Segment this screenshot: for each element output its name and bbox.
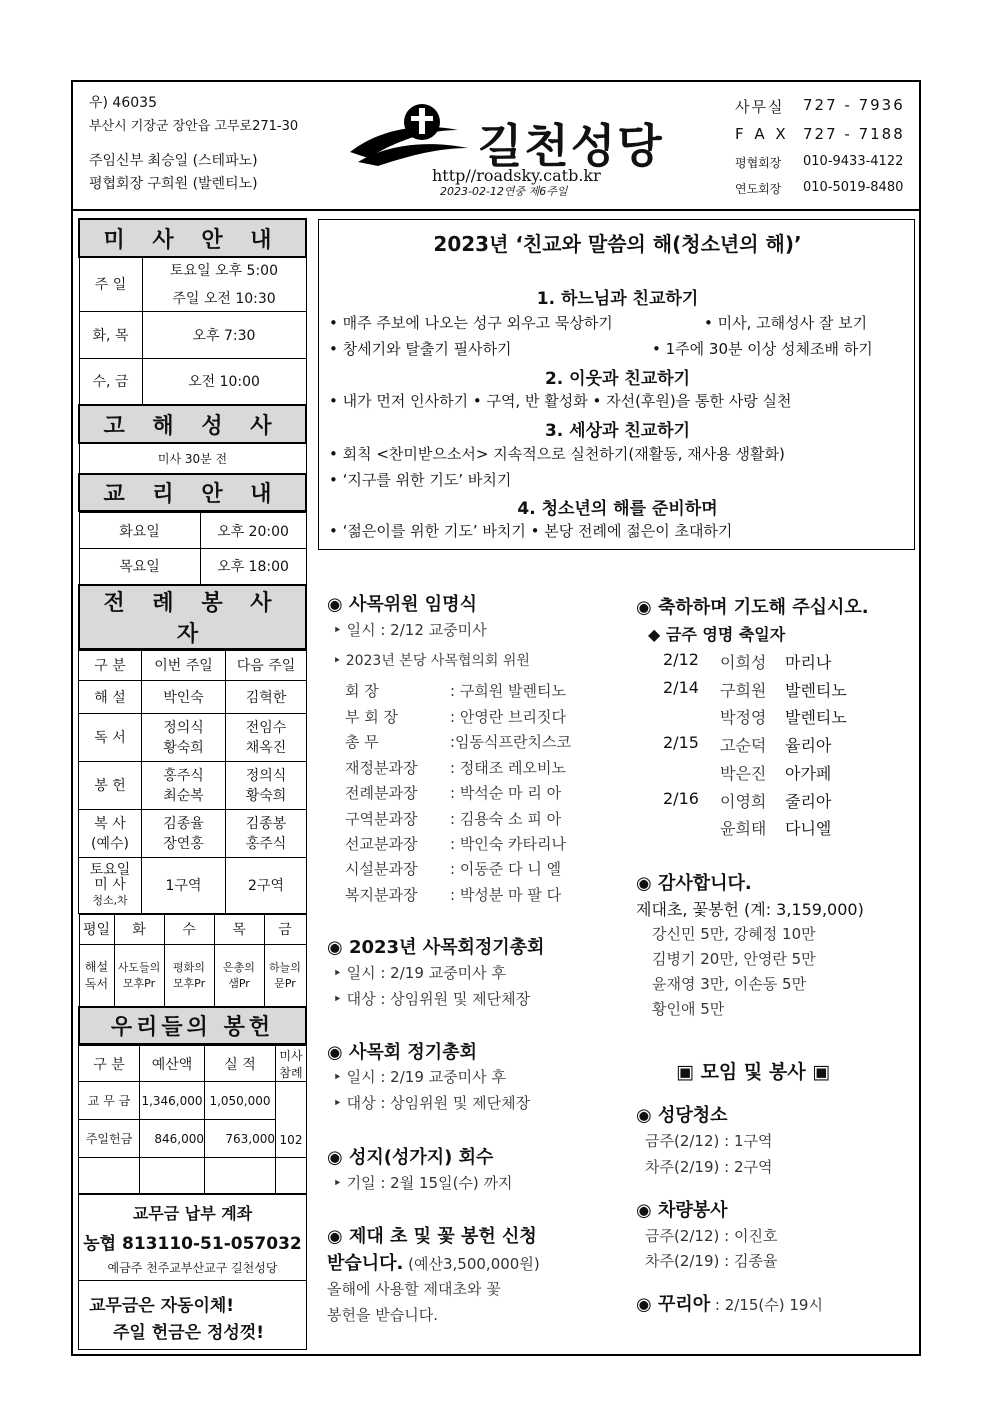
feast-name: 이영희 — [720, 792, 767, 811]
youth-phone: 010-5019-8480 — [803, 180, 904, 195]
weekday-cell: 모후Pr — [122, 977, 156, 991]
feast-name: 구희원 — [720, 681, 767, 700]
account-holder: 예금주 천주교부산교구 길천성당 — [107, 1261, 278, 1275]
candle-desc: 올해에 사용할 제대초와 꽃 — [327, 1280, 501, 1298]
cleaning-line: 차주(2/19) : 2구역 — [645, 1158, 773, 1176]
sat-label-2: 미 사 — [94, 876, 126, 893]
catechism-title: 교 리 안 내 — [79, 474, 306, 511]
offering-next-1: 정의식 — [245, 768, 287, 784]
tue-mass: 오후 7:30 — [142, 311, 306, 358]
account-box — [78, 1194, 307, 1281]
member-name: : 박석순 마 리 아 — [450, 784, 562, 802]
mass-title: 미 사 안 내 — [79, 219, 306, 257]
theme-item: • 회칙 <찬미받으소서> 지속적으로 실천하기(재활동, 재사용 생활화) — [329, 445, 785, 463]
offering-h4-1: 미사 — [279, 1048, 303, 1063]
member-role: 부 회 장 — [345, 708, 399, 726]
thanks-line: 황인애 5만 — [652, 1000, 725, 1018]
car-title: ◉ 차량봉사 — [636, 1200, 728, 1221]
reading-label: 독 서 — [79, 713, 142, 761]
wed-mass: 오전 10:00 — [142, 358, 306, 405]
council-meeting-title: ◉ 사목회 정기총회 — [327, 1042, 477, 1063]
liturgy-table — [78, 650, 307, 914]
sat-label-3: 청소,차 — [92, 893, 128, 907]
offering-h2: 예산액 — [140, 1046, 205, 1082]
sat-this: 1구역 — [142, 857, 226, 913]
bulletin-date: 2023-02-12연중 제6주일 — [440, 185, 568, 198]
fax-label: F A X — [735, 125, 789, 143]
liturgy-h3: 다음 주일 — [226, 650, 307, 680]
fax-phone: 727 - 7188 — [803, 125, 905, 143]
sunday-collection-actual: 763,000 — [205, 1120, 276, 1158]
member-name: : 정태조 레오비노 — [450, 759, 567, 777]
feast-date: 2/16 — [663, 789, 699, 808]
catechism-time: 오후 20:00 — [200, 513, 306, 549]
congrats-sub: ◆ 금주 영명 축일자 — [648, 625, 786, 644]
congrats-title: ◉ 축하하며 기도해 주십시오. — [636, 597, 869, 618]
feast-name: 박정영 — [720, 708, 767, 727]
curia-title: ◉ 꾸리아 — [636, 1294, 711, 1315]
sun-mass: 주일 오전 10:30 — [172, 291, 276, 308]
theme-item: • 미사, 고해성사 잘 보기 — [704, 314, 868, 332]
weekday-cell: 사도들의 — [117, 961, 161, 975]
weekday-day: 목 — [214, 914, 264, 944]
offering-h4-2: 참례 — [279, 1065, 303, 1080]
feast-saint: 발렌티노 — [785, 681, 847, 700]
theme-item: • 창세기와 탈출기 필사하기 — [329, 340, 512, 358]
feast-name: 박은진 — [720, 764, 767, 783]
account-number: 농협 813110-51-057032 — [83, 1234, 302, 1254]
feast-saint: 마리나 — [785, 653, 832, 672]
office-phone: 727 - 7936 — [803, 96, 905, 114]
member-name: : 김용숙 소 피 아 — [450, 810, 562, 828]
offering-this-2: 최순복 — [163, 788, 204, 804]
confession-title: 고 해 성 사 — [79, 405, 306, 443]
offering-this-1: 홍주식 — [163, 768, 204, 784]
candle-desc: 봉헌을 받습니다. — [327, 1306, 438, 1324]
member-name: : 안영란 브리짓다 — [450, 708, 567, 726]
commentary-this: 박인숙 — [142, 680, 226, 713]
tithe-budget: 1,346,000 — [140, 1082, 205, 1120]
member-role: 구역분과장 — [345, 810, 418, 828]
weekday-day: 수 — [164, 914, 214, 944]
liturgy-h2: 이번 주일 — [142, 650, 226, 680]
pres-label: 평협회장 — [735, 156, 782, 170]
feast-name: 고순덕 — [720, 736, 767, 755]
feast-date: 2/14 — [663, 678, 699, 697]
account-title: 교무금 납부 계좌 — [132, 1204, 253, 1223]
tithe-actual: 1,050,000 — [205, 1082, 276, 1120]
offering-title: 우리들의 봉헌 — [79, 1007, 306, 1044]
offering-h3: 실 적 — [205, 1046, 276, 1082]
member-role: 재정분과장 — [345, 759, 418, 777]
wed-label: 수, 금 — [79, 358, 142, 405]
sat-label-1: 토요일 — [89, 861, 131, 878]
member-name: : 구희원 발렌티노 — [450, 682, 567, 700]
weekday-cell: 샘Pr — [228, 977, 250, 991]
weekday-cell: 평화의 — [173, 961, 205, 975]
cleaning-title: ◉ 성당청소 — [636, 1105, 728, 1126]
member-role: 선교분과장 — [345, 835, 418, 853]
thanks-line: 강신민 5만, 강혜정 10만 — [652, 925, 816, 943]
general-meeting-line: ‣ 대상 : 상임위원 및 제단체장 — [333, 990, 531, 1008]
thanks-title: ◉ 감사합니다. — [636, 873, 752, 894]
left-column — [78, 218, 307, 1346]
offering-label: 봉 헌 — [79, 761, 142, 809]
appointment-date: ‣ 일시 : 2/12 교중미사 — [333, 621, 487, 639]
council-president: 평협회장 구희원 (발렌티노) — [89, 176, 258, 192]
server-next-2: 홍주식 — [245, 836, 287, 852]
liturgy-h1: 구 분 — [79, 650, 142, 680]
catechism-day: 목요일 — [79, 549, 200, 585]
address: 부산시 기장군 장안읍 고무로271-30 — [89, 119, 299, 134]
pres-phone: 010-9433-4122 — [803, 154, 904, 169]
sat-next: 2구역 — [226, 857, 307, 913]
cleaning-line: 금주(2/12) : 1구역 — [645, 1132, 773, 1150]
member-role: 복지분과장 — [345, 886, 418, 904]
mass-attendance: 102 — [276, 1082, 307, 1158]
general-meeting-title: ◉ 2023년 사목회정기총회 — [327, 937, 545, 958]
sat-mass: 토요일 오후 5:00 — [170, 263, 278, 280]
weekday-cell: 하늘의 — [269, 961, 301, 975]
meetings-title: ▣ 모임 및 봉사 ▣ — [676, 1061, 831, 1083]
catechism-time: 오후 18:00 — [200, 549, 306, 585]
weekday-row-label-2: 독서 — [84, 977, 109, 992]
offering-next-2: 황숙희 — [245, 788, 287, 804]
member-role: 총 무 — [345, 733, 379, 751]
candle-line — [327, 1249, 540, 1275]
feast-name: 이희성 — [720, 653, 767, 672]
theme-item: • ‘젊은이를 위한 기도’ 바치기 • 본당 전례에 젊은이 초대하기 — [329, 522, 733, 540]
feast-name: 윤희태 — [720, 819, 767, 838]
palm-title: ◉ 성지(성가지) 회수 — [327, 1147, 494, 1168]
member-role: 회 장 — [345, 682, 379, 700]
catechism-table — [78, 512, 307, 650]
weekday-cell: 문Pr — [274, 977, 296, 991]
postal-code: 우) 46035 — [89, 95, 157, 111]
thanks-total: 제대초, 꽃봉헌 (계: 3,159,000) — [636, 900, 864, 919]
notice-line-1: 교무금은 자동이체! — [89, 1296, 235, 1316]
commentary-next: 김혁한 — [226, 680, 307, 713]
member-name: :임동식프란치스코 — [450, 733, 571, 751]
offering-h1: 구 분 — [79, 1046, 140, 1082]
theme-section-2: 2. 이웃과 친교하기 — [544, 369, 691, 389]
theme-section-4: 4. 청소년의 해를 준비하며 — [517, 499, 718, 519]
theme-item: • 매주 주보에 나오는 성구 외우고 묵상하기 — [329, 314, 613, 332]
church-name: 길천성당 — [478, 119, 664, 173]
feast-saint: 줄리아 — [785, 792, 832, 811]
server-label-2: (예수) — [91, 836, 129, 852]
theme-item: • ‘지구를 위한 기도’ 바치기 — [329, 471, 512, 489]
council-meeting-line: ‣ 대상 : 상임위원 및 제단체장 — [333, 1094, 531, 1112]
member-name: : 박인숙 카타리나 — [450, 835, 567, 853]
curia-line — [636, 1290, 823, 1316]
weekday-label: 평일 — [79, 914, 114, 944]
feast-saint: 율리아 — [785, 736, 832, 755]
weekday-row-label-1: 해설 — [84, 960, 109, 975]
curia-text: : 2/15(수) 19시 — [710, 1296, 823, 1314]
candle-title: ◉ 제대 초 및 꽃 봉헌 신청 — [327, 1226, 537, 1247]
youth-label: 연도회장 — [735, 182, 782, 196]
theme-section-1: 1. 하느님과 친교하기 — [536, 289, 699, 309]
reading-next-1: 전임수 — [245, 720, 287, 736]
reading-next-2: 채옥진 — [245, 740, 287, 756]
member-role: 시설분과장 — [345, 860, 418, 878]
theme-box — [318, 219, 915, 550]
palm-line: ‣ 기일 : 2월 15일(수) 까지 — [333, 1174, 513, 1192]
sunday-collection-budget: 846,000 — [140, 1120, 205, 1158]
candle-budget: (예산3,500,000원) — [403, 1255, 540, 1273]
weekday-day: 화 — [114, 914, 164, 944]
car-line: 금주(2/12) : 이진호 — [645, 1227, 778, 1245]
car-line: 차주(2/19) : 김종율 — [645, 1252, 778, 1270]
council-meeting-line: ‣ 일시 : 2/19 교중미사 후 — [333, 1068, 506, 1086]
member-name: : 이동준 다 니 엘 — [450, 860, 562, 878]
weekday-cell: 모후Pr — [172, 977, 206, 991]
thanks-line: 김병기 20만, 안영란 5만 — [652, 950, 816, 968]
office-label: 사무실 — [735, 98, 785, 116]
general-meeting-line: ‣ 일시 : 2/19 교중미사 후 — [333, 964, 506, 982]
server-this-2: 장연홍 — [163, 836, 204, 852]
theme-title: 2023년 ‘친교와 말씀의 해(청소년의 해)’ — [433, 232, 802, 256]
notice-line-2: 주일 헌금은 정성껏! — [113, 1323, 264, 1343]
weekday-cell: 은총의 — [223, 961, 255, 975]
tue-label: 화, 목 — [79, 311, 142, 358]
catechism-day: 화요일 — [79, 513, 200, 549]
liturgy-title: 전 례 봉 사 자 — [79, 585, 306, 649]
feast-date: 2/15 — [663, 733, 699, 752]
sunday-collection-label: 주일헌금 — [79, 1120, 140, 1158]
reading-this-1: 정의식 — [163, 720, 204, 736]
feast-saint: 아가페 — [785, 764, 832, 783]
reading-this-2: 황숙희 — [163, 740, 204, 756]
weekday-day: 금 — [264, 914, 306, 944]
tithe-label: 교 무 금 — [79, 1082, 140, 1120]
offering-table — [78, 1045, 307, 1194]
church-logo-icon — [348, 100, 478, 170]
commentary-label: 해 설 — [79, 680, 142, 713]
theme-section-3: 3. 세상과 친교하기 — [544, 421, 691, 441]
pastor: 주임신부 최승일 (스테파노) — [89, 153, 258, 169]
candle-title-2: 받습니다. — [327, 1253, 404, 1274]
appointment-desc: ‣ 2023년 본당 사목협의회 위원 — [333, 653, 530, 669]
mass-table — [78, 218, 307, 512]
theme-item: • 1주에 30분 이상 성체조배 하기 — [652, 340, 873, 358]
server-next-1: 김종봉 — [245, 816, 287, 832]
member-role: 전례분과장 — [345, 784, 418, 802]
appointment-title: ◉ 사목위원 임명식 — [327, 594, 477, 615]
server-this-1: 김종율 — [163, 816, 204, 832]
feast-date: 2/12 — [663, 650, 699, 669]
feast-saint: 발렌티노 — [785, 708, 847, 727]
confession-text: 미사 30분 전 — [79, 443, 306, 474]
theme-item: • 내가 먼저 인사하기 • 구역, 반 활성화 • 자선(후원)을 통한 사랑 실천 — [329, 392, 792, 410]
member-name: : 박성분 마 팔 다 — [450, 886, 562, 904]
thanks-line: 윤재영 3만, 이손동 5만 — [652, 975, 807, 993]
feast-saint: 다니엘 — [785, 819, 832, 838]
website-url[interactable]: http//roadsky.catb.kr — [432, 166, 601, 185]
weekday-table — [78, 914, 307, 1046]
notice-box — [78, 1281, 307, 1350]
sunday-label: 주 일 — [79, 257, 142, 311]
header-divider — [71, 209, 921, 211]
server-label-1: 복 사 — [94, 816, 126, 832]
